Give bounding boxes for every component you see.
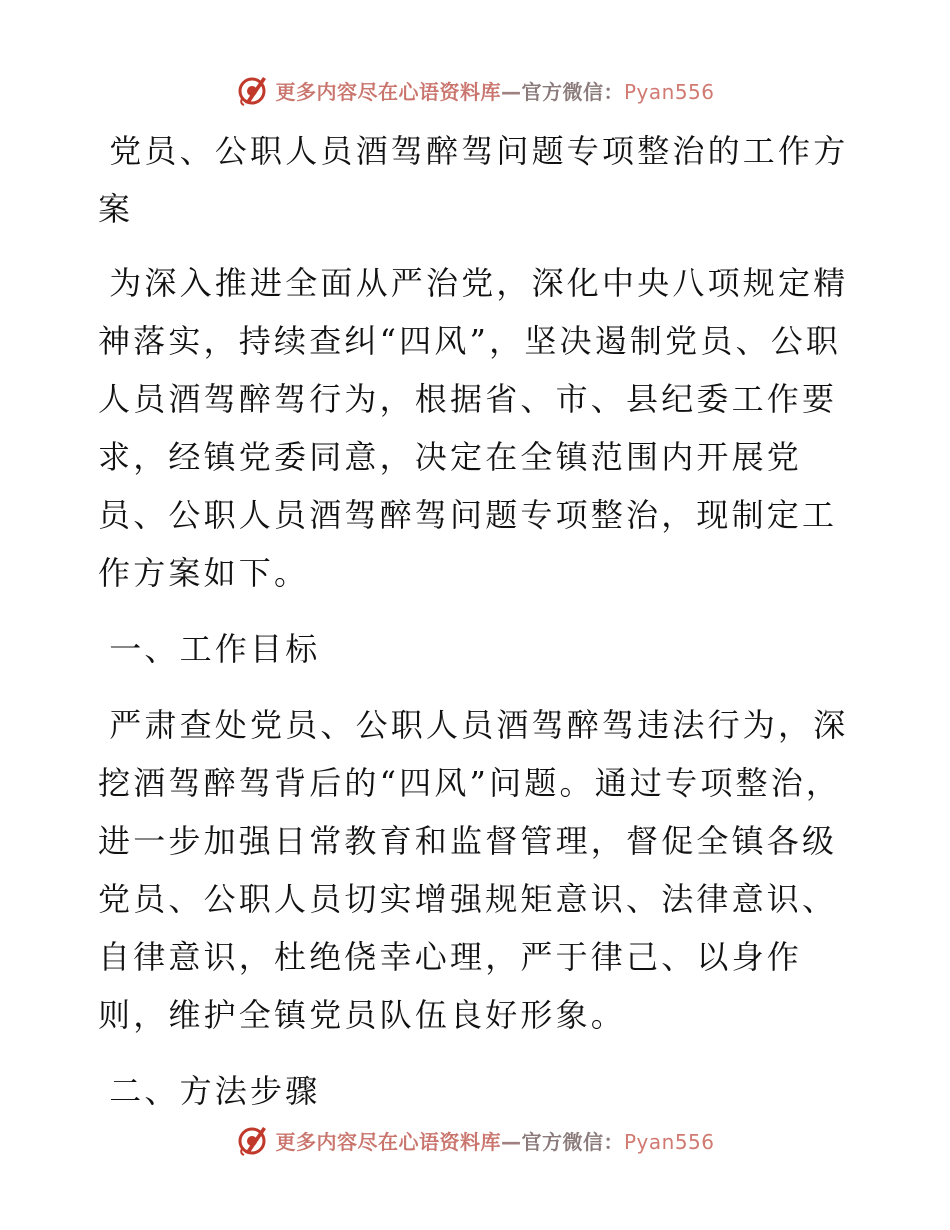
section-heading-methods: 二、方法步骤 [109,1072,321,1110]
banner-wechat-id: Pyan556 [623,79,715,104]
banner-dash: — [500,79,522,104]
header-banner [0,70,950,110]
footer-banner [0,1120,950,1160]
goals-paragraph: 严肃查处党员、公职人员酒驾醉驾违法行为，深挖酒驾醉驾背后的“四风”问题。通过专项整治，进一步加强日常教育和监督管理，督促全镇各级党员、公职人员切实增强规矩意识、法律意识、自律意识，杜绝侥幸心理，严于律己、以身作则，维护全镇党员队伍良好形象。 [98,706,849,1034]
banner-main-text: 更多内容尽在心语资料库 [275,1129,501,1154]
banner-official-label: 官方微信： [521,1129,624,1154]
banner-official-label: 官方微信： [521,79,624,104]
banner-text [275,1126,714,1155]
banner-main-text: 更多内容尽在心语资料库 [275,79,501,104]
quill-pen-logo-icon [235,1123,269,1157]
section-heading-goals: 一、工作目标 [109,630,321,668]
document-title: 党员、公职人员酒驾醉驾问题专项整治的工作方案 [98,132,849,228]
banner-wechat-id: Pyan556 [623,1129,715,1154]
banner-text [275,76,714,105]
quill-pen-logo-icon [235,73,269,107]
document-body [98,122,858,1120]
banner-dash: — [500,1129,522,1154]
intro-paragraph: 为深入推进全面从严治党，深化中央八项规定精神落实，持续查纠“四风”，坚决遏制党员、公职人员酒驾醉驾行为，根据省、市、县纪委工作要求，经镇党委同意，决定在全镇范围内开展党员、公职人员酒驾醉驾问题专项整治，现制定工作方案如下。 [98,264,849,592]
